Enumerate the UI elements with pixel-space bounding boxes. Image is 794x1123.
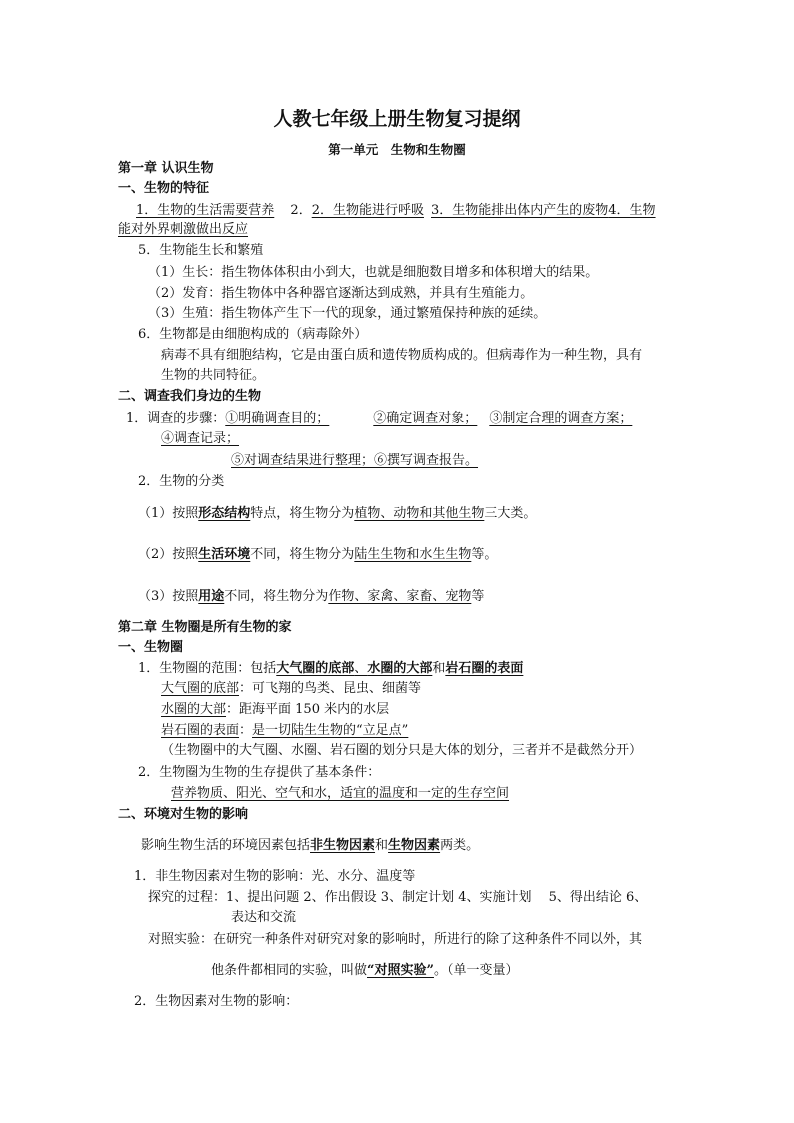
biosphere-note: （生物圈中的大气圈、水圈、岩石圈的划分只是大体的划分，三者并不是截然分开） bbox=[161, 743, 643, 758]
section-2-2-heading: 二、环境对生物的影响 bbox=[118, 807, 249, 822]
survey-step-1: ①明确调查目的； bbox=[225, 411, 330, 426]
feature-5-2: （2）发育：指生物体中各种器官逐渐达到成熟，并具有生殖能力。 bbox=[148, 286, 534, 301]
feature-line-1 bbox=[136, 202, 424, 220]
survey-steps-line-2 bbox=[161, 430, 239, 448]
feature-2-num: 2． bbox=[290, 203, 312, 218]
biotic-factors: 2．生物因素对生物的影响： bbox=[134, 994, 299, 1009]
biosphere-conditions: 2．生物圈为生物的生存提供了基本条件： bbox=[138, 765, 381, 780]
survey-steps-line-3 bbox=[231, 452, 478, 470]
survey-steps-line-1: 1．调查的步骤：①明确调查目的； ②确定调查对象； ③制定合理的调查方案； bbox=[126, 411, 633, 426]
environment-factors: 影响生物生活的环境因素包括非生物因素和生物因素两类。 bbox=[141, 838, 480, 853]
feature-5: 5．生物能生长和繁殖 bbox=[138, 243, 264, 258]
classification-3: （3）按照用途不同，将生物分为作物、家禽、家畜、宠物等 bbox=[138, 589, 485, 604]
section-1-1-heading: 一、生物的特征 bbox=[118, 181, 210, 196]
feature-5-3: （3）生殖：指生物体产生下一代的现象，通过繁殖保持种族的延续。 bbox=[148, 306, 547, 321]
feature-2: 2．生物能进行呼吸 bbox=[311, 203, 424, 218]
classification-heading: 2．生物的分类 bbox=[138, 474, 225, 489]
virus-note-2: 生物的共同特征。 bbox=[161, 368, 266, 383]
feature-4: 4．生物 bbox=[608, 203, 656, 218]
chapter-2-heading: 第二章 生物圈是所有生物的家 bbox=[118, 620, 292, 635]
survey-step-5-6: ⑤对调查结果进行整理；⑥撰写调查报告。 bbox=[231, 453, 479, 468]
classification-1: （1）按照形态结构特点，将生物分为植物、动物和其他生物三大类。 bbox=[138, 506, 537, 521]
section-1-2-heading: 二、调查我们身边的生物 bbox=[118, 389, 262, 404]
biosphere-range: 1．生物圈的范围：包括大气圈的底部、水圈的大部和岩石圈的表面 bbox=[138, 661, 524, 676]
biosphere-hydrosphere: 水圈的大部：距海平面 150 米内的水层 bbox=[161, 702, 390, 717]
feature-3: 3．生物能排出体内产生的废物 bbox=[431, 203, 609, 218]
feature-1: 1．生物的生活需要营养 bbox=[136, 203, 275, 218]
chapter-1-heading: 第一章 认识生物 bbox=[118, 161, 214, 176]
inquiry-process-2: 表达和交流 bbox=[231, 910, 297, 925]
biosphere-atmosphere: 大气圈的底部：可飞翔的鸟类、昆虫、细菌等 bbox=[161, 681, 422, 696]
virus-note-1: 病毒不具有细胞结构，它是由蛋白质和遗传物质构成的。但病毒作为一种生物，具有 bbox=[161, 348, 643, 363]
survey-step-4: ④调查记录； bbox=[161, 431, 240, 446]
section-2-1-heading: 一、生物圈 bbox=[118, 640, 184, 655]
feature-6: 6．生物都是由细胞构成的（病毒除外） bbox=[138, 327, 368, 342]
biosphere-conditions-list: 营养物质、阳光、空气和水，适宜的温度和一定的生存空间 bbox=[171, 786, 510, 801]
survey-step-2: ②确定调查对象； bbox=[373, 411, 478, 426]
feature-line-1b bbox=[431, 202, 656, 220]
classification-2: （2）按照生活环境不同，将生物分为陆生生物和水生生物等。 bbox=[138, 547, 498, 562]
page-title: 人教七年级上册生物复习提纲 bbox=[273, 108, 521, 130]
feature-4-cont: 能对外界刺激做出反应 bbox=[118, 222, 249, 237]
feature-5-1: （1）生长：指生物体体积由小到大，也就是细胞数目增多和体积增大的结果。 bbox=[148, 265, 599, 280]
feature-line-2 bbox=[118, 221, 248, 239]
abiotic-factors: 1．非生物因素对生物的影响：光、水分、温度等 bbox=[134, 869, 416, 884]
biosphere-lithosphere: 岩石圈的表面：是一切陆生生物的“立足点” bbox=[161, 723, 409, 738]
survey-step-3: ③制定合理的调查方案； bbox=[489, 411, 633, 426]
inquiry-process-1: 探究的过程：1、提出问题 2、作出假设 3、制定计划 4、实施计划 5、得出结论 6、 bbox=[148, 890, 648, 905]
unit-title: 第一单元 生物和生物圈 bbox=[328, 142, 466, 157]
control-experiment-1: 对照实验：在研究一种条件对研究对象的影响时，所进行的除了这种条件不同以外，其 bbox=[148, 932, 643, 947]
control-experiment-2: 他条件都相同的实验，叫做“对照实验”。（单一变量） bbox=[211, 963, 519, 978]
